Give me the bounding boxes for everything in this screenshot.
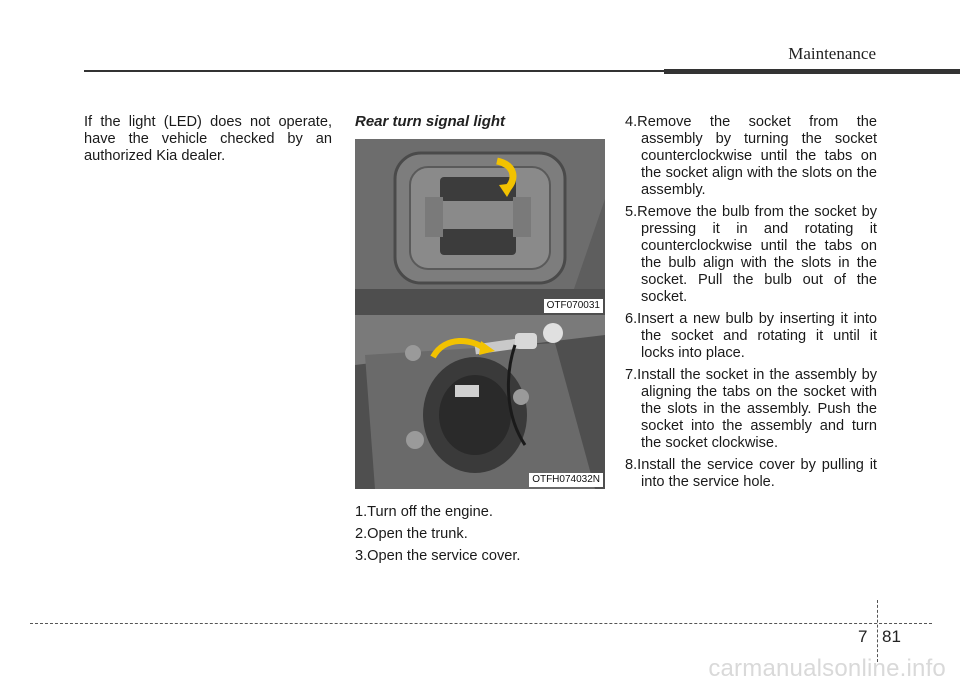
step-item: 6.Insert a new bulb by inserting it into the socket and rotating it until it locks into place. xyxy=(625,311,877,361)
page-section-title: Maintenance xyxy=(788,44,876,63)
figure-service-cover xyxy=(355,139,605,315)
step-item: 2.Open the trunk. xyxy=(355,526,468,542)
step-item: 4.Remove the socket from the assembly by turning the socket counterclockwise until the tabs on the socket align with the slots on the assembly. xyxy=(625,114,877,198)
page-number: 81 xyxy=(882,627,901,646)
step-item: 7.Install the socket in the assembly by aligning the tabs on the socket with the slots in the assembly. Push the socket into the assembly and turn the socket clockwise. xyxy=(625,367,877,451)
step-item: 8.Install the service cover by pulling it into the service hole. xyxy=(625,457,877,490)
steps-list-first xyxy=(355,504,607,570)
step-item: 5.Remove the bulb from the socket by pressing it in and rotating it counterclockwise until the tabs on the bulb align with the slots in the socket. Pull the bulb out of the socket. xyxy=(625,204,877,305)
header-rule xyxy=(84,69,874,73)
header-rule-thin xyxy=(84,70,664,72)
socket-bulb-illustration xyxy=(355,315,605,489)
figure-socket-bulb xyxy=(355,315,605,489)
watermark: carmanualsonline.info xyxy=(708,655,946,682)
chapter-number: 7 xyxy=(858,627,868,646)
header-rule-thick xyxy=(664,69,960,74)
steps-list-second xyxy=(625,114,877,496)
figure-label: OTF070031 xyxy=(544,299,603,313)
step-item: 3.Open the service cover. xyxy=(355,548,521,564)
figure-label: OTFH074032N xyxy=(529,473,603,487)
footer-rule xyxy=(30,623,932,624)
footer-divider xyxy=(877,600,878,662)
service-cover-illustration xyxy=(355,139,605,315)
led-note: If the light (LED) does not operate, have the vehicle checked by an authorized Kia dealer. xyxy=(84,114,332,164)
step-item: 1.Turn off the engine. xyxy=(355,504,493,520)
section-title: Rear turn signal light xyxy=(355,113,506,130)
